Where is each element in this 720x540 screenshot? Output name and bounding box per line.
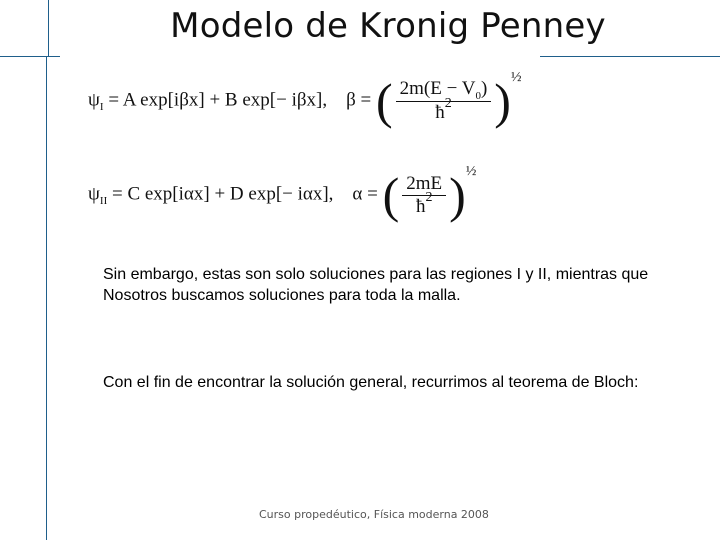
psi-symbol: ψ: [88, 183, 100, 205]
fraction: [396, 78, 492, 125]
equals-sign: =: [367, 183, 378, 205]
right-paren: ): [449, 167, 466, 223]
paragraph-regions: [103, 264, 648, 306]
equation-region-2: [88, 164, 477, 223]
denominator: ħ: [415, 195, 426, 217]
equation-region-1: [88, 70, 522, 129]
numerator: 2m(E − V: [399, 77, 476, 99]
numerator: 2mE: [406, 172, 443, 194]
frame-line-top-right: [540, 56, 720, 57]
paragraph-bloch: Con el fin de encontrar la solución general, recurrimos al teorema de Bloch:: [103, 374, 639, 391]
denominator: ħ: [435, 102, 445, 124]
numerator-subscript: 0: [475, 89, 481, 102]
left-paren: (: [375, 73, 393, 129]
numerator-close: ): [480, 77, 488, 99]
denominator-exponent: 2: [425, 189, 433, 205]
psi-subscript: I: [99, 101, 104, 114]
wavefunction-terms: C exp[iαx] + D exp[− iαx],: [127, 183, 334, 205]
equals-sign: =: [108, 89, 120, 111]
denominator-exponent: 2: [444, 96, 452, 112]
psi-subscript: II: [99, 195, 108, 208]
equals-sign: =: [111, 183, 123, 205]
frame-line-left-lower: [46, 56, 47, 540]
frame-line-top-left: [0, 56, 60, 57]
slide-title: Modelo de Kronig Penney: [170, 6, 606, 46]
fraction: [402, 173, 446, 218]
wavefunction-terms: A exp[iβx] + B exp[− iβx],: [122, 89, 328, 111]
right-paren: ): [494, 73, 511, 129]
power: ½: [510, 70, 522, 85]
paragraph-line-1: Sin embargo, estas son solo soluciones para las regiones I y II, mientras que: [103, 266, 649, 283]
power: ½: [465, 164, 477, 179]
psi-symbol: ψ: [88, 89, 100, 111]
equals-sign: =: [360, 89, 372, 111]
wavenumber-symbol: α: [352, 183, 363, 205]
wavenumber-symbol: β: [346, 89, 356, 111]
paragraph-line-2: Nosotros buscamos soluciones para toda la malla.: [103, 287, 461, 304]
footer-text: Curso propedéutico, Física moderna 2008: [259, 508, 489, 521]
left-paren: (: [382, 167, 400, 223]
